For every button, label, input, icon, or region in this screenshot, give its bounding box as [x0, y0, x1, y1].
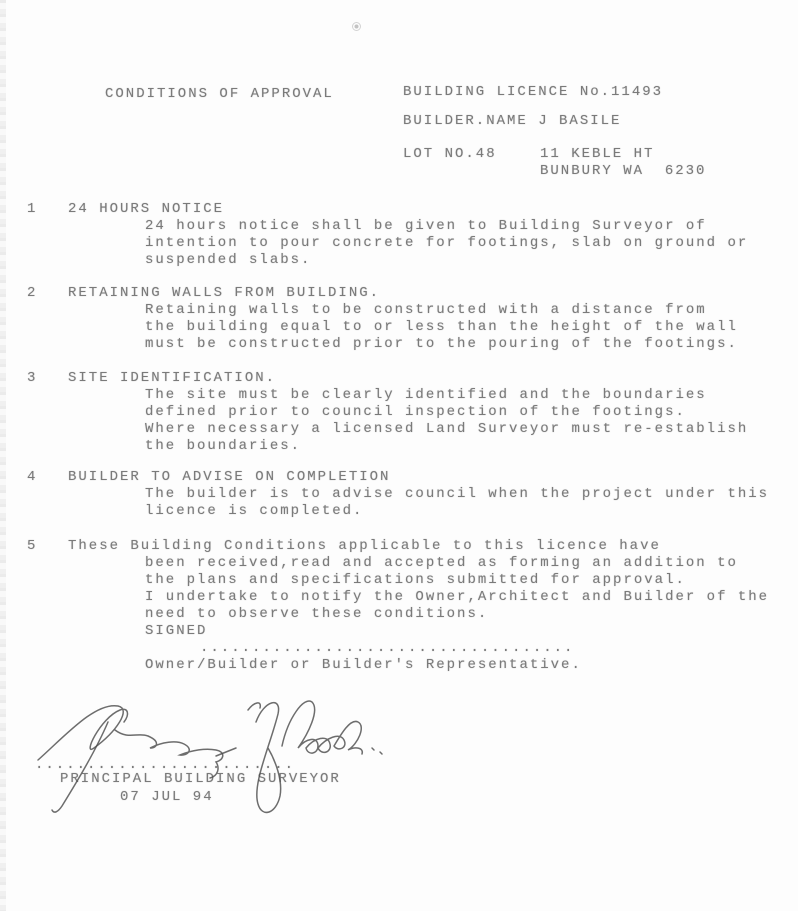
section-text-line: intention to pour concrete for footings, slab on ground or: [145, 235, 749, 251]
section-text-line: the plans and specifications submitted for approval.: [145, 572, 686, 588]
section-text-line: the building equal to or less than the height of the wall: [145, 319, 738, 335]
section-text-line: Where necessary a licensed Land Surveyor must re-establish: [145, 421, 749, 437]
section-text-line: suspended slabs.: [145, 252, 312, 268]
surveyor-signature-left: [38, 706, 223, 812]
section-number: 5: [27, 538, 38, 554]
owner-builder-caption: Owner/Builder or Builder's Representative.: [145, 657, 582, 673]
section-text-line: need to observe these conditions.: [145, 606, 489, 622]
section-text-line: The builder is to advise council when the project under this: [145, 486, 770, 502]
signature-dotted-line: ....................................: [200, 640, 575, 656]
section-text-line: 24 hours notice shall be given to Building Surveyor of: [145, 218, 707, 234]
section-number: 1: [27, 201, 38, 217]
section-heading: These Building Conditions applicable to this licence have: [68, 538, 661, 554]
signature-date: 07 JUL 94: [120, 789, 214, 805]
section-text-line: must be constructed prior to the pouring of the footings.: [145, 336, 738, 352]
signed-label: SIGNED: [145, 623, 208, 639]
builder-name: BUILDER.NAME J BASILE: [403, 113, 622, 129]
handwritten-signatures: [20, 688, 420, 828]
section-text-line: The site must be clearly identified and the boundaries: [145, 387, 707, 403]
document-title: CONDITIONS OF APPROVAL: [105, 86, 334, 102]
condition-section-2: [0, 285, 798, 353]
section-text-line: I undertake to notify the Owner,Architect and Builder of the: [145, 589, 770, 605]
surveyor-signature-dotted-line: .........................: [35, 757, 296, 773]
section-heading: BUILDER TO ADVISE ON COMPLETION: [68, 469, 391, 485]
section-number: 3: [27, 370, 38, 386]
condition-section-3: [0, 370, 798, 455]
section-text-line: been received,read and accepted as forming an addition to: [145, 555, 738, 571]
condition-section-1: [0, 201, 798, 269]
building-licence-number: BUILDING LICENCE No.11493: [403, 84, 664, 100]
condition-section-5: [0, 538, 798, 674]
lot-number: LOT NO.48: [403, 146, 497, 162]
section-text-line: defined prior to council inspection of the footings.: [145, 404, 686, 420]
condition-section-4: [0, 469, 798, 520]
surveyor-role-label: PRINCIPAL BUILDING SURVEYOR: [60, 771, 341, 787]
section-heading: SITE IDENTIFICATION.: [68, 370, 277, 386]
section-text-line: Retaining walls to be constructed with a distance from: [145, 302, 707, 318]
surveyor-signature-right: [216, 701, 382, 812]
site-address-line-1: 11 KEBLE HT: [540, 146, 655, 162]
section-text-line: licence is completed.: [145, 503, 364, 519]
section-heading: RETAINING WALLS FROM BUILDING.: [68, 285, 381, 301]
section-heading: 24 HOURS NOTICE: [68, 201, 225, 217]
section-number: 4: [27, 469, 38, 485]
site-address-line-2: BUNBURY WA 6230: [540, 163, 707, 179]
section-text-line: the boundaries.: [145, 438, 302, 454]
scan-edge-artifact: [0, 0, 6, 911]
scan-dot-artifact: [352, 22, 361, 31]
section-number: 2: [27, 285, 38, 301]
